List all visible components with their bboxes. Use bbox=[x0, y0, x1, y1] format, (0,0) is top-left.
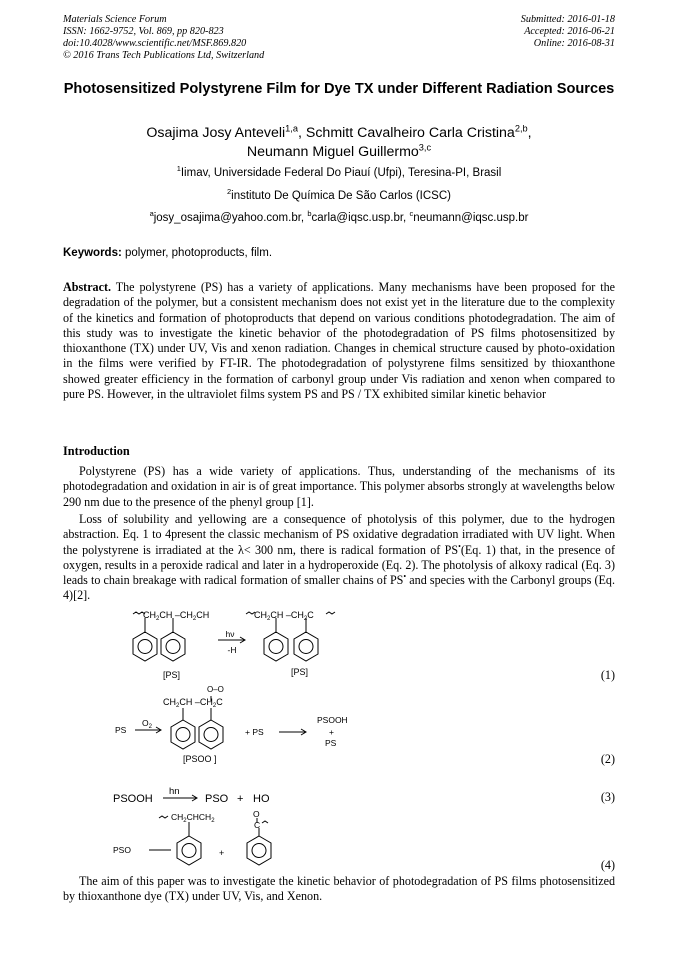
eq4-plus: + bbox=[219, 848, 225, 858]
chain-wave-left bbox=[159, 816, 168, 818]
eq1-label-ps: [PS] bbox=[163, 670, 181, 680]
intro-p2-part-b: (Eq. 1) that, in the presence of oxygen, results in a peroxide radical and later in a hydroperoxide (Eq. 2). The photolysis of alkoxy radical (Eq. 3) leads to chain breakage with radical formation of smaller chains of PS bbox=[63, 542, 615, 588]
eq2-chain: $CH_2CH$ $-CH_2C$ bbox=[163, 697, 223, 709]
benzene-ring-2-aromatic bbox=[252, 844, 266, 858]
eq1-product-chain: $CH_2CH$ $-CH_2C$ bbox=[254, 610, 314, 622]
equation-3-diagram bbox=[113, 782, 293, 808]
email-c-mark: c bbox=[409, 209, 414, 219]
author-3-affil: 3,c bbox=[418, 142, 432, 153]
eq2-label: [PSOO ] bbox=[183, 754, 217, 764]
submitted-date: Submitted: 2016-01-18 bbox=[520, 14, 615, 25]
keywords-text: polymer, photoproducts, film. bbox=[125, 247, 273, 259]
benzene-ring-3 bbox=[264, 632, 288, 661]
eq4-o: O bbox=[253, 809, 260, 819]
equation-4-diagram bbox=[113, 808, 283, 874]
benzene-ring-2 bbox=[247, 836, 271, 865]
benzene-ring-1 bbox=[133, 632, 157, 661]
affiliation-2 bbox=[63, 187, 615, 202]
author-2-affil: 2,b bbox=[514, 123, 528, 134]
eq2-product-a: PSOOH bbox=[317, 715, 348, 725]
email-b[interactable]: carla@iqsc.usp.br, bbox=[311, 212, 407, 224]
eq3-plus: + bbox=[237, 793, 244, 805]
journal-name: Materials Science Forum bbox=[63, 14, 167, 25]
eq2-reactant: PS bbox=[115, 725, 127, 735]
affiliation-2-text: instituto De Química De São Carlos (ICSC) bbox=[231, 190, 451, 202]
eq4-chain: $CH_2CHCH_2$ bbox=[171, 812, 215, 824]
benzene-ring-1 bbox=[177, 836, 201, 865]
intro-paragraph-2 bbox=[63, 512, 615, 604]
affiliation-1-mark: 1 bbox=[176, 164, 181, 174]
eq3-arrow-top: hn bbox=[169, 786, 180, 797]
benzene-ring-2 bbox=[199, 720, 223, 749]
email-a[interactable]: josy_osajima@yahoo.com.br, bbox=[153, 212, 305, 224]
affiliation-1 bbox=[63, 164, 615, 179]
abstract-label: Abstract. bbox=[63, 280, 112, 294]
keywords-label: Keywords: bbox=[63, 247, 122, 259]
equation-2-number: (2) bbox=[600, 752, 615, 766]
intro-p2-part-a: Loss of solubility and yellowing are a consequence of photolysis of this polymer, due to the hydrogen abstraction. Eq. 1 to 4present the classic mechanism of PS oxidative degradation irradiated with UV light. When the polystyrene is irradiated at the λ< 300 nm, there is radical formation of PS bbox=[63, 512, 615, 557]
abstract bbox=[63, 280, 615, 402]
intro-paragraph-3: The aim of this paper was to investigate the kinetic behavior of photodegradation of PS films photosensitized by thioxanthone dye (TX) under UV, Vis, and Xenon. bbox=[63, 874, 615, 904]
author-3: Neumann Miguel Guillermo bbox=[246, 144, 419, 160]
dates-header bbox=[521, 14, 615, 50]
equation-1-number: (1) bbox=[600, 668, 615, 682]
equation-3-number: (3) bbox=[600, 790, 615, 804]
eq2-product-b: PS bbox=[325, 738, 337, 748]
intro-p2-part-c: and species with the Carbonyl groups (Eq. 4)[2]. bbox=[63, 573, 615, 603]
eq2-plus-ps: + PS bbox=[245, 727, 264, 737]
benzene-ring-2-aromatic bbox=[204, 728, 218, 742]
eq3-product-b: HO bbox=[253, 793, 270, 805]
eq1-arrow-bottom: -H bbox=[227, 645, 237, 655]
eq1-arrow-top: hν bbox=[225, 629, 235, 639]
affiliation-1-text: Iimav, Universidade Federal Do Piauí (Ufpi), Teresina-PI, Brasil bbox=[180, 167, 502, 179]
benzene-ring-1 bbox=[171, 720, 195, 749]
paper-title: Photosensitized Polystyrene Film for Dye TX under Different Radiation Sources bbox=[63, 81, 615, 97]
online-date: Online: 2016-08-31 bbox=[533, 38, 615, 49]
email-a-mark: a bbox=[149, 209, 154, 219]
email-line bbox=[63, 209, 615, 224]
benzene-ring-1-aromatic bbox=[182, 844, 196, 858]
benzene-ring-4 bbox=[294, 632, 318, 661]
copyright-line: © 2016 Trans Tech Publications Ltd, Switzerland bbox=[63, 50, 265, 61]
journal-header bbox=[63, 14, 264, 62]
chain-wave-end bbox=[326, 612, 335, 614]
eq4-reactant: PSO bbox=[113, 845, 131, 855]
eq2-o2: $O_2$ bbox=[142, 718, 152, 730]
eq1-reactant-chain: $CH_2CH$ $-CH_2CH$ bbox=[143, 610, 210, 622]
affiliation-2-mark: 2 bbox=[226, 187, 232, 197]
email-b-mark: b bbox=[307, 209, 312, 219]
chain-wave-right bbox=[262, 821, 268, 823]
eq1-label-ps-radical: [PS] bbox=[291, 667, 309, 677]
eq2-product-plus: + bbox=[329, 727, 334, 737]
benzene-ring-1-aromatic bbox=[176, 728, 190, 742]
radical-dot-1: • bbox=[458, 541, 461, 551]
keywords bbox=[63, 247, 272, 259]
radical-dot-2: • bbox=[403, 572, 407, 582]
intro-paragraph-1: Polystyrene (PS) has a wide variety of applications. Thus, understanding of the mechanisms of its photodegradation and oxidation in air is of great importance. This polymer absorbs strongly at wavelengths below 290 nm due to the presence of the phenyl group [1]. bbox=[63, 464, 615, 509]
benzene-ring-2 bbox=[161, 632, 185, 661]
author-2: Schmitt Cavalheiro Carla Cristina bbox=[305, 125, 515, 141]
author-list: Osajima Josy Anteveli$^{1,a}$, Schmitt Cavalheiro Carla Cristina$^{2,b}$, Neumann Miguel Guillermo$^{3,c}$ bbox=[146, 123, 532, 160]
eq4-c: C bbox=[254, 820, 261, 830]
author-1-affil: 1,a bbox=[285, 123, 298, 134]
doi-line: doi:10.4028/www.scientific.net/MSF.869.820 bbox=[63, 38, 247, 49]
benzene-ring-4-aromatic bbox=[299, 640, 313, 654]
author-1: Osajima Josy Anteveli bbox=[146, 125, 286, 141]
benzene-ring-3-aromatic bbox=[269, 640, 283, 654]
eq3-product-a: PSO bbox=[205, 793, 229, 805]
benzene-ring-2-aromatic bbox=[166, 640, 180, 654]
benzene-ring-1-aromatic bbox=[138, 640, 152, 654]
introduction-heading: Introduction bbox=[63, 444, 130, 458]
accepted-date: Accepted: 2016-06-21 bbox=[524, 26, 615, 37]
equation-2-diagram bbox=[113, 684, 363, 764]
eq3-reactant: PSOOH bbox=[113, 793, 153, 805]
eq2-oo: O–O bbox=[207, 685, 224, 694]
issn-line: ISSN: 1662-9752, Vol. 869, pp 820-823 bbox=[63, 26, 224, 37]
equation-1-diagram bbox=[113, 608, 343, 684]
email-c[interactable]: neumann@iqsc.usp.br bbox=[413, 212, 529, 224]
abstract-text: The polystyrene (PS) has a variety of applications. Many mechanisms have been proposed for the degradation of the polymer, but a consistent mechanism does not exist yet in the literature due to the complexity of the kinetics and formation of photoproducts that depend on various conditions photodegradation. The aim of this study was to investigate the kinetic behavior of the photodegradation of PS films photosensitized by thioxanthone (TX) under UV, Vis and xenon radiation. Changes in chemical structure caused by photo-oxidation in the films were verified by FT-IR. The photodegradation of polystyrene films sensitized by thioxanthone showed greater efficiency in the formation of carbonyl group under Vis radiation and xenon when compared to pure PS. However, in the ultraviolet films system PS and PS / TX exhibited similar kinetic behavior bbox=[63, 280, 615, 402]
equation-4-number: (4) bbox=[600, 858, 615, 872]
